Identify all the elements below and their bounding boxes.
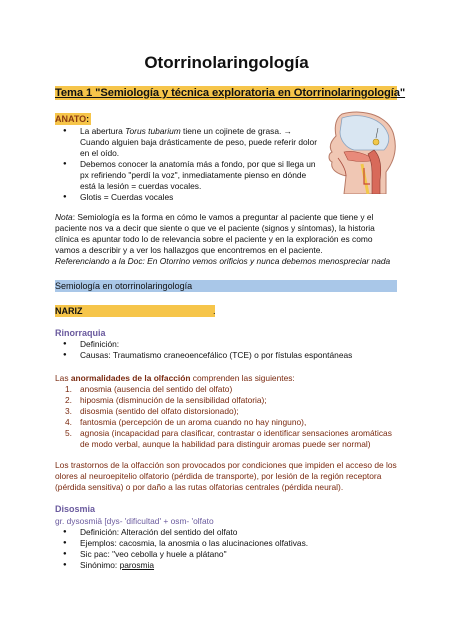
- list-item: ● Glotis = Cuerdas vocales: [55, 192, 325, 203]
- anato-label: ANATO:: [55, 114, 90, 124]
- list-item: 2. hiposmia (disminución de la sensibilidad olfatoria);: [65, 395, 267, 405]
- parosmia-link[interactable]: parosmia: [119, 560, 155, 570]
- list-item: ● Ejemplos: cacosmia, la anosmia o las alucinaciones olfativas.: [55, 538, 400, 549]
- list-item: ● Causas: Traumatismo craneoencefálico (TCE) o por fístulas espontáneas: [55, 350, 400, 361]
- nariz-label: NARIZ: [55, 305, 215, 317]
- semiologia-heading: Semiología en otorrinolaringología: [55, 280, 397, 292]
- list-item: ● Sinónimo: parosmia: [55, 560, 400, 571]
- list-item: 3. disosmia (sentido del olfato distorsionado);: [65, 406, 239, 416]
- disosmia-heading: Disosmia: [55, 504, 96, 514]
- disosmia-list: [55, 527, 400, 571]
- rinorraquia-list: [55, 339, 400, 361]
- olfaccion-list: [55, 384, 400, 450]
- list-item: ● Definición: Alteración del sentido del olfato: [55, 527, 400, 538]
- list-item: ● Sic pac: "veo cebolla y huele a plátano": [55, 549, 400, 560]
- list-item: ● Debemos conocer la anatomía más a fondo, por que si llega un px refiriendo "perdí la voz", inmediatamente pienso en dónde está la lesión = cuerdas vocales.: [55, 159, 325, 192]
- list-item: ● Definición:: [55, 339, 400, 350]
- list-item: 1. anosmia (ausencia del sentido del olfato): [65, 384, 233, 394]
- tema-heading: Tema 1 "Semiología y técnica exploratoria en Otorrinolaringología": [55, 87, 406, 99]
- list-item: 5. agnosia (incapacidad para clasificar, contrastar o identificar sensaciones aromáticas de modo verbal, aunque la habilidad para distinguir aromas puede ser normal): [65, 428, 392, 449]
- olfaccion-intro: Las anormalidades de la olfacción comprenden las siguientes:: [55, 373, 295, 383]
- head-anatomy-illustration: [324, 110, 400, 194]
- olfaccion-paragraph: Los trastornos de la olfacción son provocados por condiciones que impiden el acceso de los olores al neuroepitelio olfatorio (pérdida de transporte), por lesión de la región receptora (pérdida sensitiva) o por daño a las rutas olfatorias centrales (pérdida neural).: [55, 460, 397, 492]
- nota-paragraph: Nota: Semiología es la forma en cómo le vamos a preguntar al paciente que tiene y el paciente nos va a decir que siente o que ve el paciente (signos y síntomas), la historia clínica es apuntar todo lo de relevancia sobre el paciente y en la exploración es como vamos a describir y a ver los hallazgos que encontremos en el paciente. Referenciando a la Doc: En Otorrino vemos orificios y nunca debemos menospreciar nada: [55, 212, 391, 266]
- nariz-dot: .: [213, 306, 216, 316]
- page-title: Otorrinolaringología: [144, 53, 309, 72]
- anato-list: [55, 126, 325, 203]
- disosmia-etymology: gr. dysosmiā [dys- 'dificultad' + osm- 'olfato: [55, 516, 214, 526]
- list-item: 4. fantosmia (percepción de un aroma cuando no hay ninguno),: [65, 417, 307, 427]
- rinorraquia-heading: Rinorraquia: [55, 328, 106, 338]
- list-item: ● La abertura Torus tubarium tiene un cojinete de grasa. → Cuando alguien baja drásticamente de peso, puede referir dolor en el oído.: [55, 126, 325, 159]
